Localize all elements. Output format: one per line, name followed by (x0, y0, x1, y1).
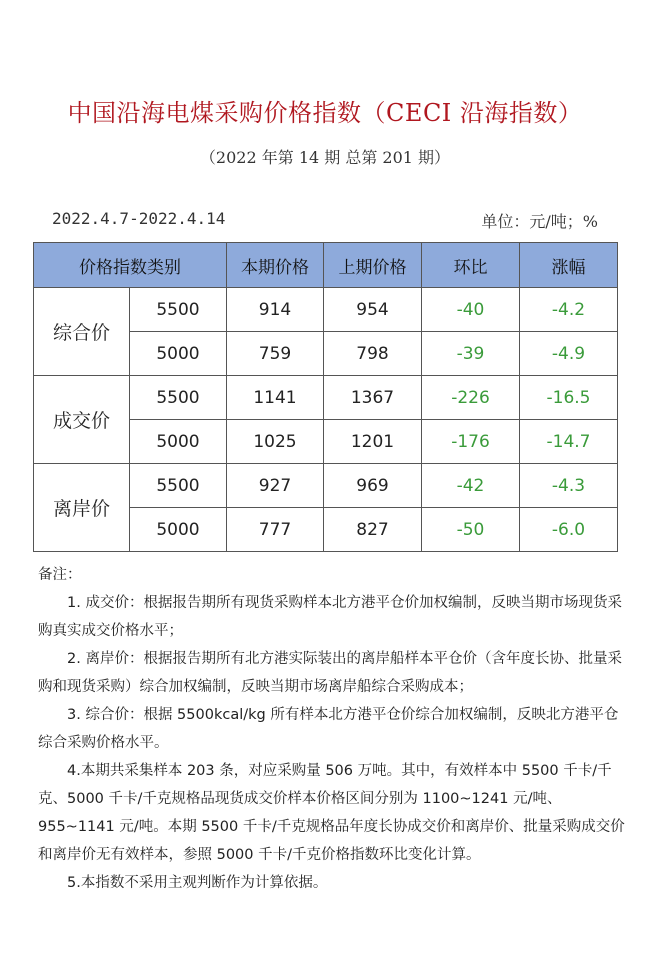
previous-price-cell: 954 (324, 288, 422, 332)
grade-cell: 5000 (130, 332, 227, 376)
header-change: 环比 (422, 243, 520, 288)
unit-label: 单位：元/吨；% (481, 212, 598, 231)
previous-price-cell: 1367 (324, 376, 422, 420)
previous-price-cell: 1201 (324, 420, 422, 464)
note-item: 3. 综合价：根据 5500kcal/kg 所有样本北方港平仓价综合加权编制，反映北方港平仓综合采购价格水平。 (38, 707, 619, 751)
note-item: 4.本期共采集样本 203 条，对应采购量 506 万吨。其中，有效样本中 5500 千卡/千克、5000 千卡/千克规格品现货成交价样本价格区间分别为 1100~1241 元/吨、955~1141 元/吨。本期 5500 千卡/千克规格品年度长协成交价和离岸价、批量采购成交价和离岸价无有效样本，参照 5000 千卡/千克价格指数环比变化计算。 (38, 763, 625, 863)
change-cell: -226 (422, 376, 520, 420)
percent-change-cell: -6.0 (520, 508, 618, 552)
grade-cell: 5000 (130, 420, 227, 464)
note-item: 5.本指数不采用主观判断作为计算依据。 (67, 875, 328, 891)
current-price-cell: 914 (227, 288, 324, 332)
table-header-row (34, 243, 618, 288)
price-index-table (33, 242, 618, 552)
previous-price-cell: 798 (324, 332, 422, 376)
header-previous-price: 上期价格 (324, 243, 422, 288)
current-price-cell: 777 (227, 508, 324, 552)
note-item: 1. 成交价：根据报告期所有现货采购样本北方港平仓价加权编制，反映当期市场现货采购真实成交价格水平； (38, 595, 622, 639)
issue-subtitle: （2022 年第 14 期 总第 201 期） (199, 148, 451, 167)
current-price-cell: 759 (227, 332, 324, 376)
percent-change-cell: -4.3 (520, 464, 618, 508)
previous-price-cell: 827 (324, 508, 422, 552)
notes-section (38, 561, 628, 897)
change-cell: -176 (422, 420, 520, 464)
grade-cell: 5500 (130, 376, 227, 420)
change-cell: -39 (422, 332, 520, 376)
current-price-cell: 1025 (227, 420, 324, 464)
percent-change-cell: -4.9 (520, 332, 618, 376)
note-item: 2. 离岸价：根据报告期所有北方港实际装出的离岸船样本平仓价（含年度长协、批量采购和现货采购）综合加权编制，反映当期市场离岸船综合采购成本； (38, 651, 622, 695)
percent-change-cell: -16.5 (520, 376, 618, 420)
previous-price-cell: 969 (324, 464, 422, 508)
current-price-cell: 927 (227, 464, 324, 508)
grade-cell: 5500 (130, 288, 227, 332)
page-title: 中国沿海电煤采购价格指数（CECI 沿海指数） (67, 99, 583, 127)
change-cell: -40 (422, 288, 520, 332)
grade-cell: 5500 (130, 464, 227, 508)
percent-change-cell: -4.2 (520, 288, 618, 332)
table-row (34, 288, 618, 332)
change-cell: -42 (422, 464, 520, 508)
category-cell: 综合价 (34, 288, 130, 376)
table-row (34, 464, 618, 508)
notes-heading: 备注： (38, 567, 82, 583)
grade-cell: 5000 (130, 508, 227, 552)
category-cell: 离岸价 (34, 464, 130, 552)
percent-change-cell: -14.7 (520, 420, 618, 464)
header-category: 价格指数类别 (34, 243, 227, 288)
current-price-cell: 1141 (227, 376, 324, 420)
date-range: 2022.4.7-2022.4.14 (52, 209, 226, 228)
table-row (34, 376, 618, 420)
header-percent-change: 涨幅 (520, 243, 618, 288)
header-current-price: 本期价格 (227, 243, 324, 288)
change-cell: -50 (422, 508, 520, 552)
category-cell: 成交价 (34, 376, 130, 464)
